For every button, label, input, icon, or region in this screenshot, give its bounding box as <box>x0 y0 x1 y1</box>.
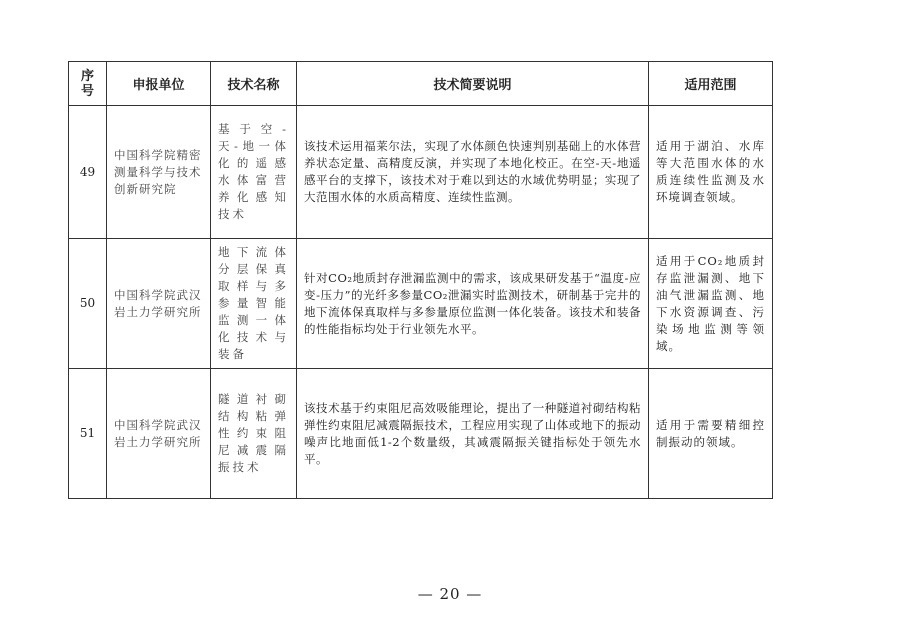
row-scope: 适用于湖泊、水库等大范围水体的水质连续性监测及水环境调查领域。 <box>649 106 773 239</box>
header-no-line2: 号 <box>80 83 94 99</box>
header-unit: 申报单位 <box>107 62 211 106</box>
tech-table <box>68 61 773 499</box>
row-number: 49 <box>69 106 107 239</box>
header-no <box>69 62 107 106</box>
table-header-row <box>69 62 773 106</box>
row-unit: 中国科学院武汉岩土力学研究所 <box>107 369 211 499</box>
header-scope: 适用范围 <box>649 62 773 106</box>
row-description: 该技术基于约束阻尼高效吸能理论，提出了一种隧道衬砌结构粘弹性约束阻尼减震隔振技术，工程应用实现了山体或地下的振动噪声比地面低1-2个数量级，其减震隔振关键指标处于领先水平。 <box>297 369 649 499</box>
table-row <box>69 369 773 499</box>
page-number: — 20 — <box>417 585 483 603</box>
row-scope: 适用于CO₂地质封存监泄漏测、地下油气泄漏监测、地下水资源调查、污染场地监测等领域。 <box>649 239 773 369</box>
header-tech: 技术名称 <box>211 62 297 106</box>
row-number: 50 <box>69 239 107 369</box>
table-row <box>69 106 773 239</box>
row-description: 该技术运用福莱尔法，实现了水体颜色快速判别基础上的水体营养状态定量、高精度反演，并实现了本地化校正。在空-天-地遥感平台的支撑下，该技术对于难以到达的水域优势明显；实现了大范围水体的水质高精度、连续性监测。 <box>297 106 649 239</box>
header-no-line1: 序 <box>80 68 94 84</box>
row-unit: 中国科学院精密测量科学与技术创新研究院 <box>107 106 211 239</box>
row-number: 51 <box>69 369 107 499</box>
row-tech-name: 基于空-天-地一体化的遥感水体富营养化感知技术 <box>211 106 297 239</box>
row-unit: 中国科学院武汉岩土力学研究所 <box>107 239 211 369</box>
row-description: 针对CO₂地质封存泄漏监测中的需求，该成果研发基于“温度-应变-压力”的光纤多参量CO₂泄漏实时监测技术，研制基于完井的地下流体保真取样与多参量原位监测一体化装备。该技术和装备的性能指标均处于行业领先水平。 <box>297 239 649 369</box>
row-tech-name: 隧道衬砌结构粘弹性约束阻尼减震隔振技术 <box>211 369 297 499</box>
table-row <box>69 239 773 369</box>
row-tech-name: 地下流体分层保真取样与多参量智能监测一体化技术与装备 <box>211 239 297 369</box>
row-scope: 适用于需要精细控制振动的领域。 <box>649 369 773 499</box>
header-desc: 技术简要说明 <box>297 62 649 106</box>
